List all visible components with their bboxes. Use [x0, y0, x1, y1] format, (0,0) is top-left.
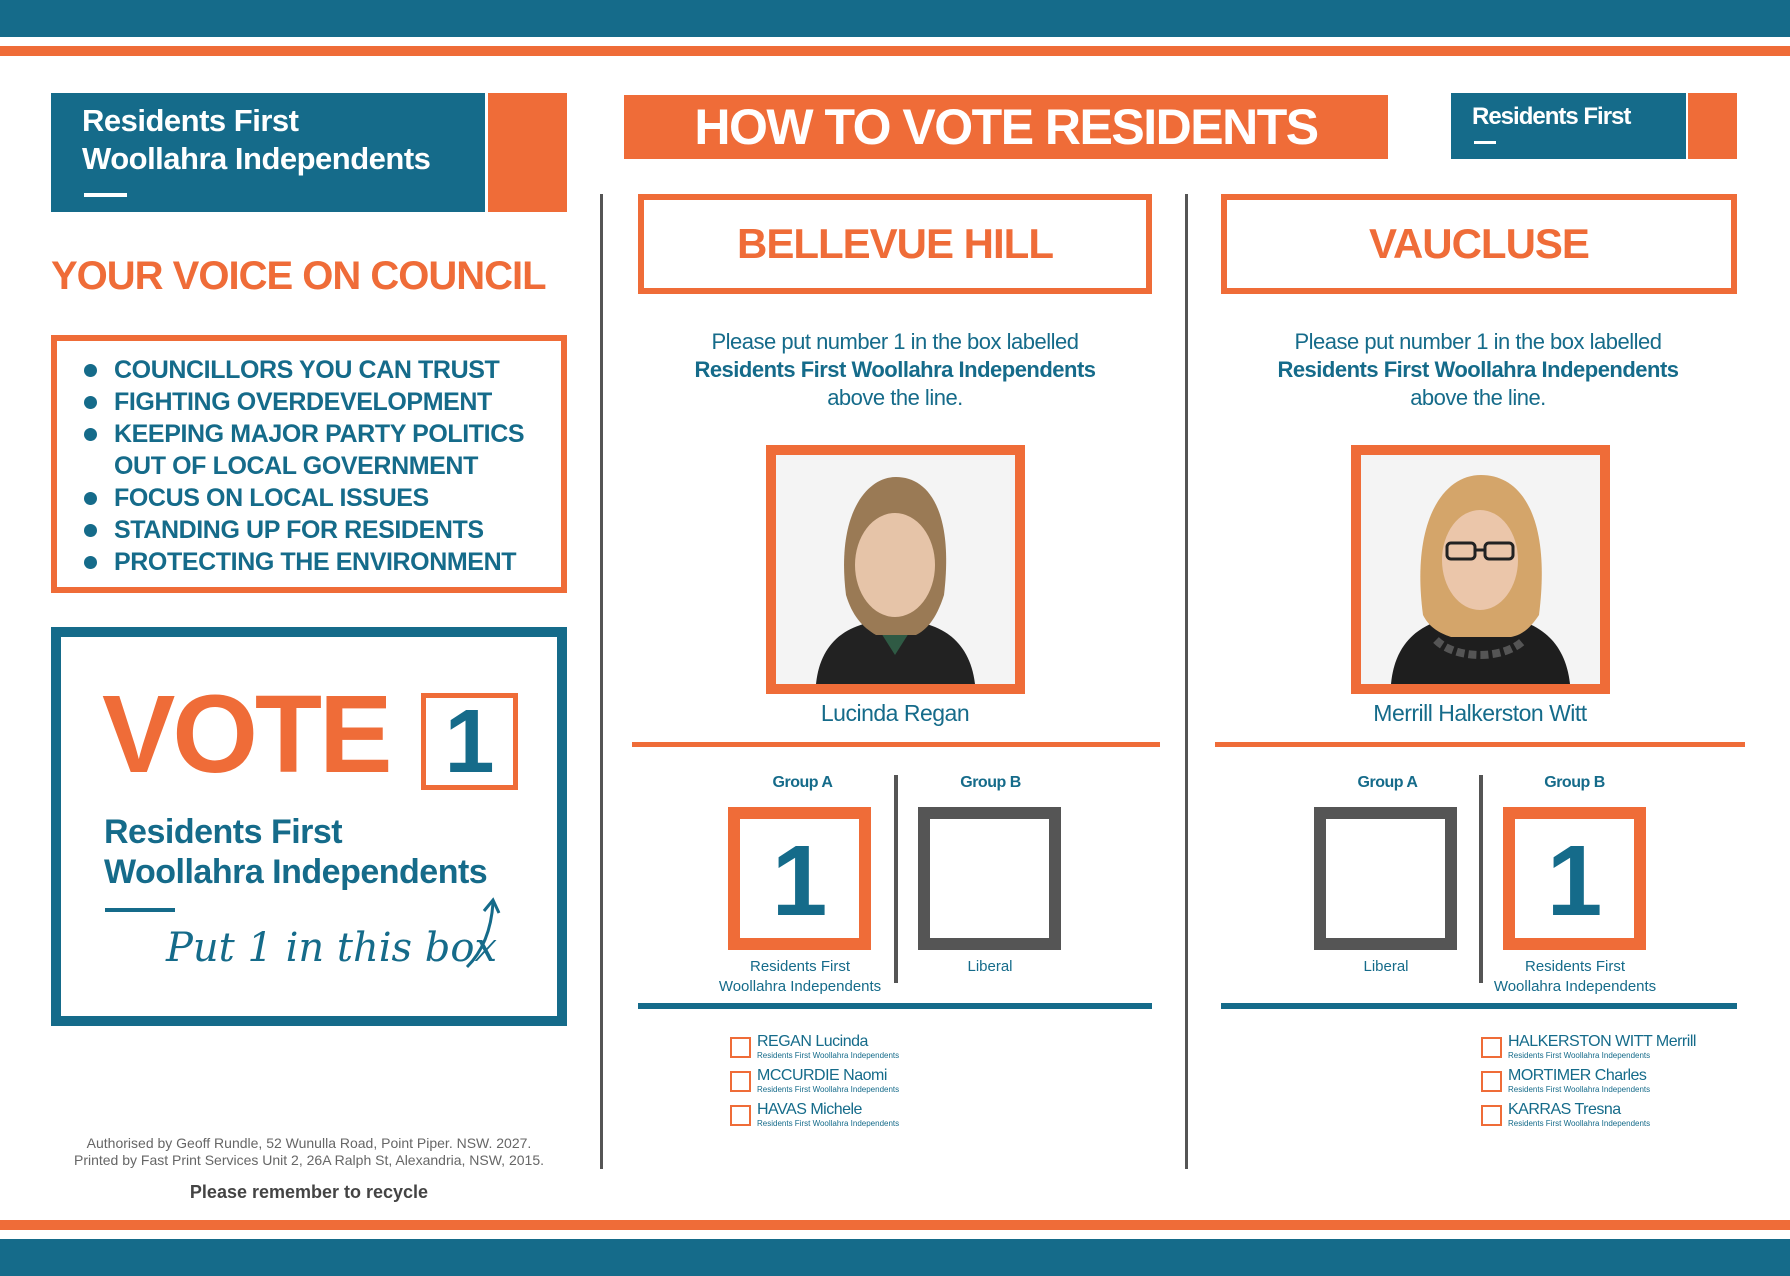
group-party-name: Liberal: [967, 958, 1013, 975]
candidate-portrait-icon: [776, 455, 1015, 684]
candidate-photo-name: Lucinda Regan: [820, 700, 970, 726]
bottom-stripe-teal: [0, 1239, 1790, 1276]
candidate-party: Residents First Woollahra Independents: [757, 1119, 900, 1128]
group-label: Group A: [772, 774, 833, 791]
party-logo-line2: Woollahra Independents: [82, 141, 431, 176]
ballot-box-group-a: 1: [728, 807, 871, 950]
bullet-icon: [84, 492, 97, 505]
candidate-photo: [766, 445, 1025, 694]
bottom-stripe-orange: [0, 1220, 1790, 1230]
top-stripe-teal: [0, 0, 1790, 37]
group-label: Group A: [1357, 774, 1418, 791]
authorisation-line2: Printed by Fast Print Services Unit 2, 26A Ralph St, Alexandria, NSW, 2015.: [73, 1152, 544, 1168]
candidate-name: HAVAS Michele: [757, 1101, 862, 1118]
candidate-name: MORTIMER Charles: [1508, 1067, 1647, 1084]
policy-point: PROTECTING THE ENVIRONMENT: [82, 546, 562, 578]
authorisation-statement: [51, 1135, 567, 1169]
party-logo-line1: Residents First: [82, 103, 299, 138]
vote-word: VOTE: [102, 673, 390, 796]
vote-party-name: [104, 812, 544, 892]
candidate-checkbox: [730, 1071, 751, 1092]
ballot-box-group-b: [918, 807, 1061, 950]
policy-point: STANDING UP FOR RESIDENTS: [82, 514, 562, 546]
candidate-row: [730, 1068, 1030, 1100]
ward-title-bellevue-hill: BELLEVUE HILL: [638, 194, 1152, 294]
group-label: Group B: [1544, 774, 1605, 791]
column-divider: [600, 194, 603, 1169]
policy-points-list: [82, 354, 562, 578]
ward-title-vaucluse: VAUCLUSE: [1221, 194, 1737, 294]
candidate-row: [730, 1034, 1030, 1066]
candidate-name: KARRAS Tresna: [1508, 1101, 1621, 1118]
put-one-instruction: Put 1 in this box: [166, 925, 498, 971]
party-logo-accent: [488, 93, 567, 212]
bullet-icon: [84, 556, 97, 569]
voice-title: YOUR VOICE ON COUNCIL: [51, 254, 546, 298]
ward-separator: [1215, 742, 1745, 747]
candidate-party: Residents First Woollahra Independents: [757, 1085, 900, 1094]
corner-logo-accent: [1688, 93, 1737, 159]
candidate-row: [1481, 1068, 1781, 1100]
candidate-checkbox: [730, 1105, 751, 1126]
candidate-name: HALKERSTON WITT Merrill: [1508, 1033, 1696, 1050]
group-label: Group B: [960, 774, 1021, 791]
candidate-photo-name: Merrill Halkerston Witt: [1373, 700, 1587, 726]
candidate-name: REGAN Lucinda: [757, 1033, 868, 1050]
group-divider: [894, 775, 898, 983]
bullet-icon: [84, 524, 97, 537]
top-stripe-orange: [0, 46, 1790, 56]
ward-instruction: Please put number 1 in the box labelled Residents First Woollahra Independents above the line.: [694, 329, 1096, 410]
candidate-party: Residents First Woollahra Independents: [757, 1051, 900, 1060]
candidate-row: [1481, 1102, 1781, 1134]
candidate-checkbox: [1481, 1037, 1502, 1058]
group-party-name: Residents First Woollahra Independents: [718, 958, 882, 995]
column-divider: [1185, 194, 1188, 1169]
policy-point: COUNCILLORS YOU CAN TRUST: [82, 354, 562, 386]
candidate-checkbox: [730, 1037, 751, 1058]
ward-separator: [632, 742, 1160, 747]
candidate-row: [730, 1102, 1030, 1134]
group-divider: [1479, 775, 1483, 983]
policy-point: FOCUS ON LOCAL ISSUES: [82, 482, 562, 514]
vote-party-line2: Woollahra Independents: [104, 853, 488, 891]
vote-party-line1: Residents First: [104, 813, 343, 851]
above-line-divider: [1221, 1003, 1737, 1009]
ballot-box-group-a: [1314, 807, 1457, 950]
candidate-name: MCCURDIE Naomi: [757, 1067, 887, 1084]
policy-point: KEEPING MAJOR PARTY POLITICS OUT OF LOCAL GOVERNMENT: [82, 418, 562, 482]
corner-logo-text: Residents First: [1472, 103, 1631, 130]
arrow-up-icon: [463, 895, 503, 970]
group-party-name: Residents First Woollahra Independents: [1493, 958, 1657, 995]
candidate-photo: [1351, 445, 1610, 694]
party-logo-text: [82, 102, 482, 178]
group-party-name: Liberal: [1363, 958, 1409, 975]
bullet-icon: [84, 428, 97, 441]
candidate-party: Residents First Woollahra Independents: [1508, 1085, 1651, 1094]
vote-number: 1: [421, 693, 518, 790]
ward-instruction: Please put number 1 in the box labelled Residents First Woollahra Independents above the line.: [1277, 329, 1679, 410]
policy-point: FIGHTING OVERDEVELOPMENT: [82, 386, 562, 418]
recycle-note: Please remember to recycle: [189, 1182, 429, 1202]
vote-dash: [105, 908, 175, 912]
candidate-portrait-icon: [1361, 455, 1600, 684]
authorisation-line1: Authorised by Geoff Rundle, 52 Wunulla Road, Point Piper. NSW. 2027.: [86, 1135, 532, 1151]
candidate-checkbox: [1481, 1105, 1502, 1126]
candidate-checkbox: [1481, 1071, 1502, 1092]
headline: HOW TO VOTE RESIDENTS FIRST: [694, 99, 1318, 219]
bullet-icon: [84, 364, 97, 377]
ballot-box-group-b: 1: [1503, 807, 1646, 950]
candidate-party: Residents First Woollahra Independents: [1508, 1119, 1651, 1128]
candidate-party: Residents First Woollahra Independents: [1508, 1051, 1651, 1060]
bullet-icon: [84, 396, 97, 409]
candidate-row: [1481, 1034, 1781, 1066]
corner-logo-dash: [1474, 141, 1496, 144]
party-logo-dash: [84, 193, 127, 197]
above-line-divider: [638, 1003, 1152, 1009]
